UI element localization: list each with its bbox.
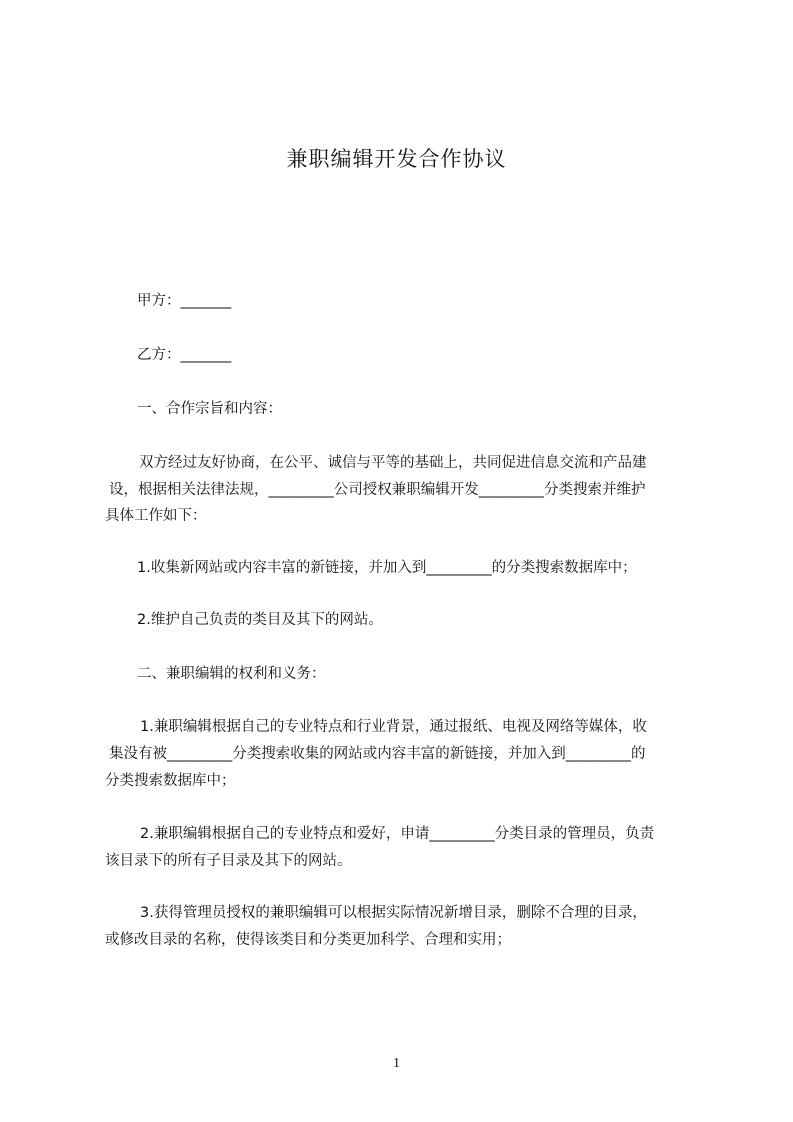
section1-heading: 一、合作宗旨和内容：: [137, 401, 282, 417]
section2-heading: 二、兼职编辑的权利和义务：: [137, 666, 326, 682]
section2-item-1-line-3: 分类搜索数据库中；: [105, 773, 236, 789]
page-number: 1: [393, 1056, 400, 1071]
section2-item-3-line-2: 或修改目录的名称，使得该类目和分类更加科学、合理和实用；: [105, 932, 511, 948]
section2-item-2-line-2: 该目录下的所有子目录及其下的网站。: [105, 853, 352, 869]
section1-intro-line-2: 设，根据相关法律法规，_________公司授权兼职编辑开发_________分类搜索并维护: [109, 482, 646, 498]
party-b-line: 乙方：_______: [137, 347, 232, 363]
section2-item-1-line-2: 集没有被_________分类搜索收集的网站或内容丰富的新链接，并加入到_________的: [109, 746, 646, 762]
section2-item-3-line-1: 3.获得管理员授权的兼职编辑可以根据实际情况新增目录，删除不合理的目录，: [140, 905, 647, 921]
section1-item-1: 1.收集新网站或内容丰富的新链接，并加入到_________的分类搜索数据库中；: [137, 560, 637, 576]
section1-intro-line-1: 双方经过友好协商，在公平、诚信与平等的基础上，共同促进信息交流和产品建: [139, 455, 647, 471]
party-a-line: 甲方：_______: [137, 293, 232, 309]
section1-intro-line-3: 具体工作如下：: [105, 508, 207, 524]
section1-item-2: 2.维护自己负责的类目及其下的网站。: [137, 612, 383, 628]
document-title: 兼职编辑开发合作协议: [286, 147, 507, 171]
section2-item-1-line-1: 1.兼职编辑根据自己的专业特点和行业背景，通过报纸、电视及网络等媒体，收: [140, 719, 647, 735]
section2-item-2-line-1: 2.兼职编辑根据自己的专业特点和爱好，申请_________分类目录的管理员，负责: [140, 826, 655, 842]
